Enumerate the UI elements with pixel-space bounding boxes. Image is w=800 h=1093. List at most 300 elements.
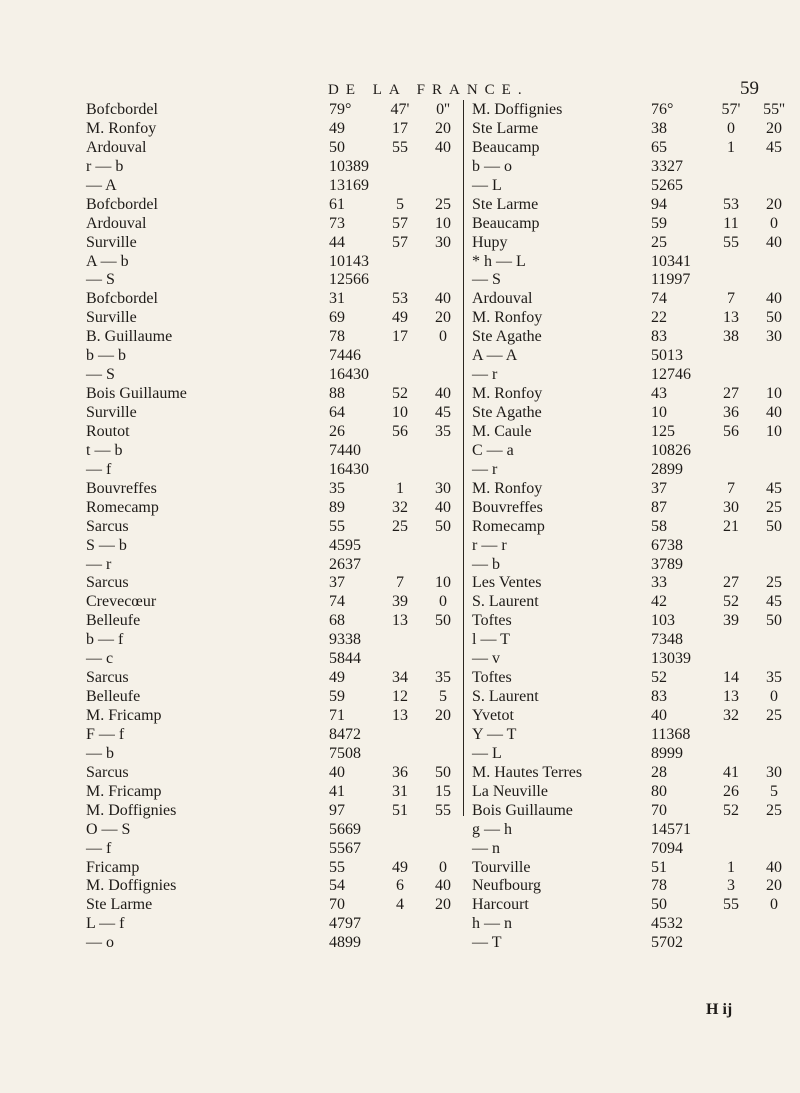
table-row [0, 252, 800, 271]
right-seconds: 45 [766, 593, 782, 611]
left-minutes: 53 [392, 290, 408, 308]
table-row [0, 138, 800, 157]
right-station-name: M. Ronfoy [472, 309, 543, 327]
left-degrees: 10143 [329, 252, 369, 270]
right-degrees: 65 [651, 138, 667, 156]
right-seconds: 25 [766, 801, 782, 819]
left-station-name: A — b [86, 252, 129, 270]
left-station-name: — c [86, 650, 114, 668]
right-station-name: * h — L [472, 252, 526, 270]
table-row [0, 479, 800, 498]
left-minutes: 17 [392, 328, 408, 346]
table-row [0, 403, 800, 422]
right-station-name: M. Ronfoy [472, 479, 543, 497]
right-degrees: 3789 [651, 555, 683, 573]
right-station-name: — S [472, 271, 501, 289]
left-station-name: r — b [86, 157, 124, 175]
table-row [0, 460, 800, 479]
left-station-name: Sarcus [86, 763, 129, 781]
left-degrees: 68 [329, 612, 345, 630]
right-minutes: 1 [727, 138, 735, 156]
right-degrees: 7094 [651, 839, 683, 857]
left-station-name: Surville [86, 309, 137, 327]
left-seconds: 20 [435, 896, 451, 914]
left-minutes: 47' [390, 101, 410, 118]
right-station-name: Tourville [472, 858, 531, 876]
left-degrees: 16430 [329, 366, 369, 384]
left-seconds: 50 [435, 517, 451, 535]
left-station-name: M. Fricamp [86, 707, 162, 724]
table-row [0, 384, 800, 403]
left-degrees: 44 [329, 233, 345, 251]
right-seconds: 35 [766, 669, 782, 687]
table-row [0, 536, 800, 555]
left-seconds: 20 [435, 707, 451, 724]
right-minutes: 55 [723, 896, 739, 914]
right-minutes: 38 [723, 328, 739, 346]
right-degrees: 5702 [651, 934, 683, 952]
right-seconds: 25 [766, 574, 782, 592]
right-seconds: 20 [766, 877, 782, 895]
right-degrees: 28 [651, 763, 667, 781]
left-degrees: 12566 [329, 271, 369, 289]
left-seconds: 25 [435, 195, 451, 213]
signature-mark: H ij [706, 1001, 733, 1018]
left-station-name: M. Doffignies [86, 877, 177, 895]
right-minutes: 7 [727, 290, 735, 308]
right-degrees: 83 [651, 688, 667, 706]
right-degrees: 78 [651, 877, 667, 895]
table-row [0, 744, 800, 763]
left-station-name: Surville [86, 404, 137, 421]
left-degrees: 55 [329, 517, 345, 535]
right-degrees: 42 [651, 593, 667, 611]
left-degrees: 70 [329, 896, 345, 914]
table-row [0, 289, 800, 308]
left-minutes: 31 [392, 782, 408, 800]
left-minutes: 4 [396, 896, 404, 914]
right-station-name: M. Doffignies [472, 101, 563, 118]
right-station-name: — L [472, 744, 502, 762]
left-minutes: 17 [392, 119, 408, 137]
left-degrees: 88 [329, 385, 345, 403]
right-minutes: 32 [723, 707, 739, 724]
left-station-name: — S [86, 366, 115, 384]
table-row [0, 630, 800, 649]
left-seconds: 0'' [436, 101, 450, 118]
left-minutes: 25 [392, 517, 408, 535]
left-minutes: 5 [396, 195, 404, 213]
right-station-name: Toftes [472, 612, 512, 630]
left-minutes: 49 [392, 309, 408, 327]
left-minutes: 1 [396, 479, 404, 497]
left-degrees: 49 [329, 669, 345, 687]
left-station-name: Belleufe [86, 688, 141, 706]
right-minutes: 27 [723, 385, 739, 403]
right-seconds: 55'' [763, 101, 785, 118]
right-station-name: M. Hautes Terres [472, 763, 583, 781]
left-degrees: 5844 [329, 650, 361, 668]
left-degrees: 7508 [329, 744, 361, 762]
right-minutes: 27 [723, 574, 739, 592]
left-seconds: 35 [435, 422, 451, 440]
left-seconds: 20 [435, 119, 451, 137]
table-row [0, 422, 800, 441]
right-station-name: Ste Agathe [472, 328, 542, 346]
left-minutes: 57 [392, 214, 408, 232]
table-row [0, 100, 800, 119]
right-station-name: Hupy [472, 233, 508, 251]
left-minutes: 6 [396, 877, 404, 895]
right-seconds: 50 [766, 612, 782, 630]
right-seconds: 0 [770, 214, 778, 232]
right-degrees: 80 [651, 782, 667, 800]
table-row [0, 933, 800, 952]
table-row [0, 611, 800, 630]
right-minutes: 7 [727, 479, 735, 497]
right-station-name: — r [472, 366, 498, 384]
left-degrees: 26 [329, 422, 345, 440]
table-row [0, 914, 800, 933]
left-minutes: 56 [392, 422, 408, 440]
left-minutes: 55 [392, 138, 408, 156]
left-degrees: 9338 [329, 631, 361, 649]
left-degrees: 10389 [329, 157, 369, 175]
left-degrees: 5669 [329, 820, 361, 838]
right-minutes: 41 [723, 763, 739, 781]
left-seconds: 0 [439, 858, 447, 876]
table-row [0, 308, 800, 327]
right-station-name: — v [472, 650, 500, 668]
table-row [0, 687, 800, 706]
table-row [0, 706, 800, 725]
table-row [0, 763, 800, 782]
left-station-name: M. Ronfoy [86, 119, 157, 137]
right-minutes: 1 [727, 858, 735, 876]
left-seconds: 30 [435, 233, 451, 251]
left-degrees: 37 [329, 574, 345, 592]
right-seconds: 45 [766, 138, 782, 156]
left-degrees: 64 [329, 404, 345, 421]
right-station-name: Beaucamp [472, 138, 540, 156]
right-station-name: — n [472, 839, 500, 857]
left-station-name: Ardouval [86, 214, 147, 232]
left-minutes: 52 [392, 385, 408, 403]
left-station-name: O — S [86, 820, 131, 838]
table-row [0, 876, 800, 895]
right-station-name: C — a [472, 441, 514, 459]
right-degrees: 51 [651, 858, 667, 876]
left-station-name: — r [86, 555, 112, 573]
right-minutes: 21 [723, 517, 739, 535]
right-station-name: M. Ronfoy [472, 385, 543, 403]
right-seconds: 20 [766, 119, 782, 137]
right-degrees: 8999 [651, 744, 683, 762]
right-degrees: 14571 [651, 820, 691, 838]
left-minutes: 57 [392, 233, 408, 251]
right-degrees: 10341 [651, 252, 691, 270]
triangulation-table [0, 100, 800, 952]
left-degrees: 49 [329, 119, 345, 137]
left-seconds: 45 [435, 404, 451, 421]
left-station-name: M. Fricamp [86, 782, 162, 800]
right-station-name: g — h [472, 820, 512, 838]
left-degrees: 7446 [329, 347, 361, 365]
right-seconds: 20 [766, 195, 782, 213]
right-degrees: 103 [651, 612, 675, 630]
right-degrees: 22 [651, 309, 667, 327]
right-degrees: 25 [651, 233, 667, 251]
right-degrees: 70 [651, 801, 667, 819]
left-seconds: 20 [435, 309, 451, 327]
right-degrees: 59 [651, 214, 667, 232]
table-row [0, 782, 800, 801]
right-degrees: 94 [651, 195, 667, 213]
table-row [0, 119, 800, 138]
left-degrees: 4899 [329, 934, 361, 952]
running-title: DE LA FRANCE. [328, 82, 529, 98]
left-minutes: 13 [392, 707, 408, 724]
table-row [0, 441, 800, 460]
left-station-name: Bofcbordel [86, 290, 158, 308]
left-station-name: — f [86, 460, 112, 478]
left-degrees: 79° [329, 101, 352, 118]
left-seconds: 50 [435, 612, 451, 630]
right-station-name: h — n [472, 915, 512, 933]
right-station-name: — T [472, 934, 502, 952]
left-station-name: Surville [86, 233, 137, 251]
left-minutes: 10 [392, 404, 408, 421]
left-seconds: 55 [435, 801, 451, 819]
right-station-name: — b [472, 555, 500, 573]
left-station-name: M. Doffignies [86, 801, 177, 819]
right-degrees: 12746 [651, 366, 691, 384]
left-station-name: — b [86, 744, 114, 762]
right-minutes: 11 [723, 214, 739, 232]
right-minutes: 53 [723, 195, 739, 213]
left-station-name: Romecamp [86, 498, 159, 516]
left-seconds: 40 [435, 877, 451, 895]
left-seconds: 10 [435, 574, 451, 592]
left-seconds: 40 [435, 138, 451, 156]
left-degrees: 74 [329, 593, 345, 611]
right-station-name: Harcourt [472, 896, 529, 914]
left-degrees: 89 [329, 498, 345, 516]
right-station-name: r — r [472, 536, 507, 554]
right-degrees: 83 [651, 328, 667, 346]
left-station-name: Bouvreffes [86, 479, 157, 497]
table-row [0, 214, 800, 233]
right-seconds: 40 [766, 404, 782, 421]
left-minutes: 12 [392, 688, 408, 706]
table-row [0, 668, 800, 687]
table-row [0, 270, 800, 289]
right-station-name: Y — T [472, 725, 517, 743]
right-degrees: 11368 [651, 725, 691, 743]
page-header [0, 78, 800, 102]
table-row [0, 649, 800, 668]
right-seconds: 45 [766, 479, 782, 497]
left-minutes: 49 [392, 858, 408, 876]
left-degrees: 61 [329, 195, 345, 213]
right-seconds: 5 [770, 782, 778, 800]
left-degrees: 69 [329, 309, 345, 327]
left-degrees: 55 [329, 858, 345, 876]
table-row [0, 820, 800, 839]
table-row [0, 157, 800, 176]
left-minutes: 36 [392, 763, 408, 781]
left-degrees: 71 [329, 707, 345, 724]
left-station-name: b — b [86, 347, 126, 365]
left-station-name: Bofcbordel [86, 195, 158, 213]
right-degrees: 10826 [651, 441, 691, 459]
right-degrees: 38 [651, 119, 667, 137]
table-row [0, 725, 800, 744]
right-degrees: 13039 [651, 650, 691, 668]
right-station-name: Ardouval [472, 290, 533, 308]
left-station-name: Belleufe [86, 612, 141, 630]
right-degrees: 7348 [651, 631, 683, 649]
right-minutes: 52 [723, 801, 739, 819]
right-seconds: 25 [766, 707, 782, 724]
left-station-name: Bofcbordel [86, 101, 158, 118]
left-station-name: Fricamp [86, 858, 140, 876]
left-seconds: 30 [435, 479, 451, 497]
table-row [0, 233, 800, 252]
right-degrees: 4532 [651, 915, 683, 933]
right-degrees: 5013 [651, 347, 683, 365]
left-minutes: 39 [392, 593, 408, 611]
left-degrees: 4797 [329, 915, 361, 933]
table-row [0, 517, 800, 536]
left-minutes: 32 [392, 498, 408, 516]
right-minutes: 3 [727, 877, 735, 895]
left-degrees: 7440 [329, 441, 361, 459]
left-degrees: 97 [329, 801, 345, 819]
right-station-name: Bouvreffes [472, 498, 543, 516]
right-minutes: 36 [723, 404, 739, 421]
table-row [0, 592, 800, 611]
left-station-name: Ste Larme [86, 896, 153, 914]
right-station-name: Beaucamp [472, 214, 540, 232]
right-station-name: Neufbourg [472, 877, 542, 895]
right-station-name: b — o [472, 157, 512, 175]
table-row [0, 195, 800, 214]
right-degrees: 50 [651, 896, 667, 914]
right-station-name: l — T [472, 631, 510, 649]
left-station-name: — A [86, 176, 117, 194]
right-degrees: 43 [651, 385, 667, 403]
left-seconds: 0 [439, 328, 447, 346]
right-seconds: 50 [766, 309, 782, 327]
right-station-name: — L [472, 176, 502, 194]
left-seconds: 10 [435, 214, 451, 232]
left-seconds: 40 [435, 385, 451, 403]
table-row [0, 573, 800, 592]
right-minutes: 39 [723, 612, 739, 630]
left-station-name: Sarcus [86, 574, 129, 592]
left-station-name: B. Guillaume [86, 328, 173, 346]
right-station-name: S. Laurent [472, 688, 539, 706]
right-minutes: 14 [723, 669, 739, 687]
left-minutes: 34 [392, 669, 408, 687]
right-seconds: 40 [766, 858, 782, 876]
left-degrees: 78 [329, 328, 345, 346]
right-station-name: — r [472, 460, 498, 478]
right-station-name: Ste Larme [472, 195, 539, 213]
right-station-name: La Neuville [472, 782, 548, 800]
right-seconds: 25 [766, 498, 782, 516]
right-degrees: 87 [651, 498, 667, 516]
left-station-name: — o [86, 934, 114, 952]
left-degrees: 16430 [329, 460, 369, 478]
left-station-name: Bois Guillaume [86, 385, 187, 403]
right-degrees: 3327 [651, 157, 683, 175]
left-station-name: F — f [86, 725, 125, 743]
left-degrees: 50 [329, 138, 345, 156]
left-minutes: 7 [396, 574, 404, 592]
right-minutes: 13 [723, 688, 739, 706]
right-seconds: 10 [766, 422, 782, 440]
left-degrees: 35 [329, 479, 345, 497]
left-degrees: 59 [329, 688, 345, 706]
left-seconds: 35 [435, 669, 451, 687]
page-number: 59 [740, 78, 759, 99]
right-station-name: Yvetot [472, 707, 514, 724]
left-degrees: 4595 [329, 536, 361, 554]
left-seconds: 0 [439, 593, 447, 611]
table-row [0, 858, 800, 877]
left-degrees: 13169 [329, 176, 369, 194]
right-station-name: Les Ventes [472, 574, 542, 592]
left-seconds: 5 [439, 688, 447, 706]
left-seconds: 40 [435, 290, 451, 308]
table-row [0, 801, 800, 820]
left-degrees: 31 [329, 290, 345, 308]
table-row [0, 327, 800, 346]
right-degrees: 40 [651, 707, 667, 724]
right-seconds: 0 [770, 688, 778, 706]
table-row [0, 346, 800, 365]
right-minutes: 13 [723, 309, 739, 327]
right-degrees: 58 [651, 517, 667, 535]
table-row [0, 555, 800, 574]
table-row [0, 498, 800, 517]
left-degrees: 54 [329, 877, 345, 895]
right-seconds: 30 [766, 328, 782, 346]
right-seconds: 40 [766, 233, 782, 251]
right-station-name: Toftes [472, 669, 512, 687]
left-seconds: 50 [435, 763, 451, 781]
right-minutes: 55 [723, 233, 739, 251]
left-station-name: Crevecœur [86, 593, 157, 611]
table-row [0, 895, 800, 914]
right-degrees: 52 [651, 669, 667, 687]
left-station-name: b — f [86, 631, 124, 649]
right-degrees: 76° [651, 101, 674, 118]
right-station-name: S. Laurent [472, 593, 539, 611]
left-station-name: t — b [86, 441, 123, 459]
left-degrees: 2637 [329, 555, 361, 573]
left-station-name: Ardouval [86, 138, 147, 156]
right-degrees: 74 [651, 290, 667, 308]
right-seconds: 40 [766, 290, 782, 308]
right-minutes: 56 [723, 422, 739, 440]
right-degrees: 2899 [651, 460, 683, 478]
table-row [0, 365, 800, 384]
right-degrees: 10 [651, 404, 667, 421]
right-degrees: 33 [651, 574, 667, 592]
